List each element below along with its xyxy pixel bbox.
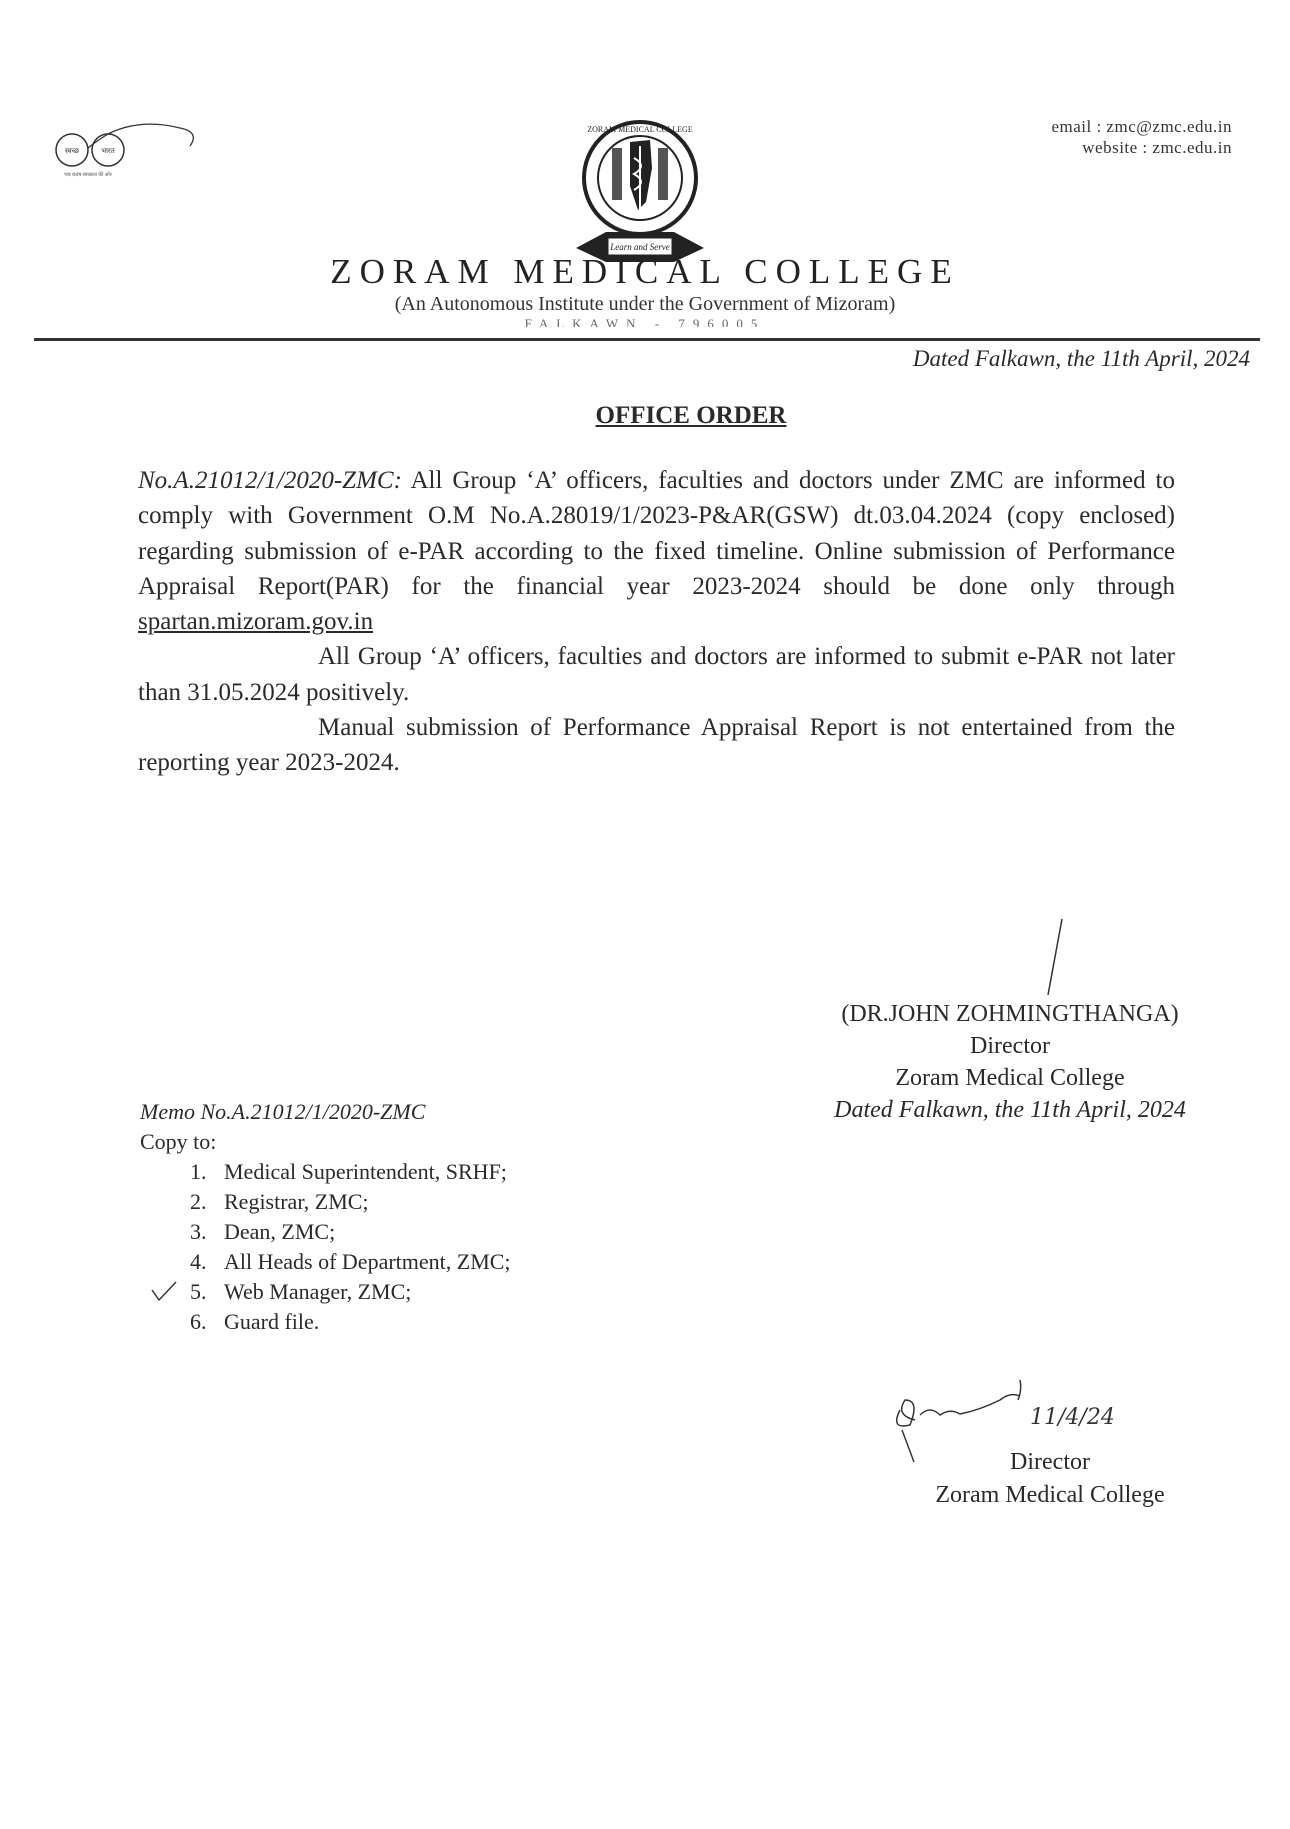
list-item: 6. Guard file. [212, 1307, 511, 1337]
contact-info [1051, 116, 1232, 158]
checkmark-icon [150, 1280, 180, 1304]
order-reference: No.A.21012/1/2020-ZMC: [138, 467, 402, 494]
email-text: email : zmc@zmc.edu.in [1051, 117, 1232, 136]
countersign-block [870, 1446, 1230, 1512]
institution-name: ZORAM MEDICAL COLLEGE [330, 252, 960, 291]
list-item: 1. Medical Superintendent, SRHF; [212, 1157, 511, 1187]
emblem-top-text: ZORAM MEDICAL COLLEGE [587, 125, 693, 134]
list-item: 3. Dean, ZMC; [212, 1217, 511, 1247]
institution-address: FALKAWN - 796005 [524, 316, 766, 327]
paragraph-2: All Group ‘A’ officers, faculties and doctors are informed to submit e-PAR not later than 31.05.2024 positively. [138, 643, 1175, 706]
signatory-name: (DR.JOHN ZOHMINGTHANGA) [841, 1001, 1179, 1027]
swachh-bharat-logo [50, 120, 210, 180]
list-item: 5. Web Manager, ZMC; [212, 1277, 511, 1307]
bharat-text: भारत [101, 147, 115, 155]
memo-block [140, 1097, 511, 1337]
copy-to-label: Copy to: [140, 1129, 217, 1154]
swachh-text: स्वच्छ [64, 147, 80, 155]
signature-mark [1040, 915, 1070, 1000]
signatory-designation: Director [970, 1033, 1050, 1059]
letterhead-divider [34, 338, 1260, 341]
paragraph-1-text: All Group ‘A’ officers, faculties and doctors under ZMC are informed to comply with Government O.M No.A.28019/1/2023-P&AR(GSW) dt.03.04.2024 (copy enclosed) regarding submission of e-PAR according to the fixed timeline. Online submission of Performance Appraisal Report(PAR) for the financial year 2023-2024 should be done only through [138, 467, 1175, 600]
emblem-motto: Learn and Serve [610, 242, 670, 252]
signatory-block [790, 998, 1230, 1126]
swachh-tagline: एक कदम स्वच्छता की ओर [64, 173, 112, 178]
college-emblem [560, 118, 720, 268]
paragraph-1 [138, 463, 1175, 639]
list-item: 2. Registrar, ZMC; [212, 1187, 511, 1217]
recipient-list [140, 1157, 511, 1337]
list-item: 4. All Heads of Department, ZMC; [212, 1247, 511, 1277]
signatory-organization: Zoram Medical College [895, 1065, 1125, 1091]
signatory-date: Dated Falkawn, the 11th April, 2024 [834, 1097, 1186, 1123]
institution-subtitle: (An Autonomous Institute under the Government of Mizoram) [394, 293, 896, 315]
document-heading: OFFICE ORDER [595, 402, 787, 429]
order-body [138, 463, 1175, 781]
handwritten-date: 11/4/24 [1030, 1405, 1115, 1430]
order-date: Dated Falkawn, the 11th April, 2024 [912, 346, 1250, 371]
countersign-designation: Director [1010, 1449, 1090, 1475]
spartan-link[interactable]: spartan.mizoram.gov.in [138, 608, 374, 636]
memo-number: Memo No.A.21012/1/2020-ZMC [140, 1099, 426, 1124]
countersign-organization: Zoram Medical College [935, 1482, 1165, 1508]
paragraph-3: Manual submission of Performance Appraisal Report is not entertained from the reporting year 2023-2024. [138, 714, 1175, 777]
website-text: website : zmc.edu.in [1082, 138, 1232, 157]
